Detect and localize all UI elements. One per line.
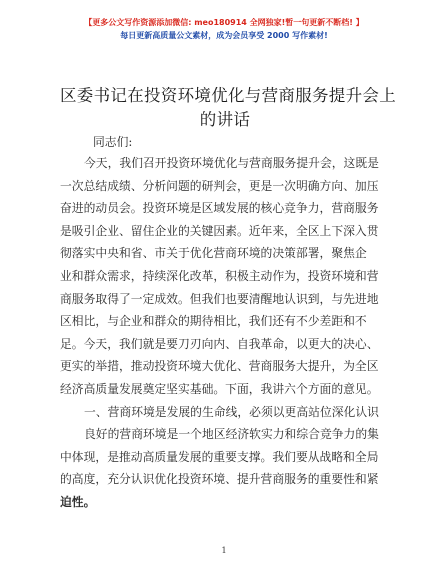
title-line-1: 区委书记在投资环境优化与营商服务提升会上 bbox=[60, 86, 396, 105]
speech-body bbox=[60, 152, 396, 514]
body-line: 的高度，充分认识优化投资环境、提升营商服务的重要性和紧 bbox=[60, 472, 379, 487]
body-line: 中体现，是推动高质量发展的重要支撑。我们要从战略和全局 bbox=[60, 449, 379, 464]
promo-banner-line-1: 【更多公文写作资源添加微信: meo180914 全网独家!暂一句更新不断档! 】 bbox=[84, 18, 364, 27]
body-line: 良好的营商环境是一个地区经济软实力和综合竞争力的集 bbox=[84, 427, 379, 442]
body-line: 奋进的动员会。投资环境是区域发展的核心竞争力，营商服务 bbox=[60, 201, 379, 216]
document-title bbox=[60, 84, 396, 132]
body-line: 一次总结成绩、分析问题的研判会，更是一次明确方向、加压 bbox=[60, 178, 379, 193]
body-line: 彻落实中央和省、市关于优化营商环境的决策部署，聚焦企 bbox=[60, 246, 367, 261]
body-line: 经济高质量发展奠定坚实基础。下面，我讲六个方面的意见。 bbox=[60, 381, 379, 396]
title-line-2: 的讲话 bbox=[199, 110, 251, 129]
body-line: 迫性。 bbox=[60, 494, 96, 509]
body-line: 今天，我们召开投资环境优化与营商服务提升会，这既是 bbox=[84, 156, 379, 170]
promo-banner-line-2: 每日更新高质量公文素材，成为会员享受 2000 写作素材! bbox=[120, 31, 328, 40]
body-line: 商服务取得了一定成效。但我们也要清醒地认识到，与先进地 bbox=[60, 291, 379, 306]
section-heading: 一、营商环境是发展的生命线，必须以更高站位深化认识 bbox=[84, 404, 379, 419]
body-line: 是吸引企业、留住企业的关键因素。近年来，全区上下深入贯 bbox=[60, 223, 379, 238]
body-line: 更实的举措，推动投资环境大优化、营商服务大提升，为全区 bbox=[60, 359, 379, 374]
body-line: 业和群众需求，持续深化改革，积极主动作为，投资环境和营 bbox=[60, 268, 379, 283]
salutation: 同志们: bbox=[93, 135, 133, 149]
body-line: 区相比，与企业和群众的期待相比，我们还有不少差距和不 bbox=[60, 314, 367, 329]
page-number: 1 bbox=[221, 546, 227, 555]
body-line: 足。今天，我们就是要刀刃向内、自我革命，以更大的决心、 bbox=[60, 336, 379, 351]
